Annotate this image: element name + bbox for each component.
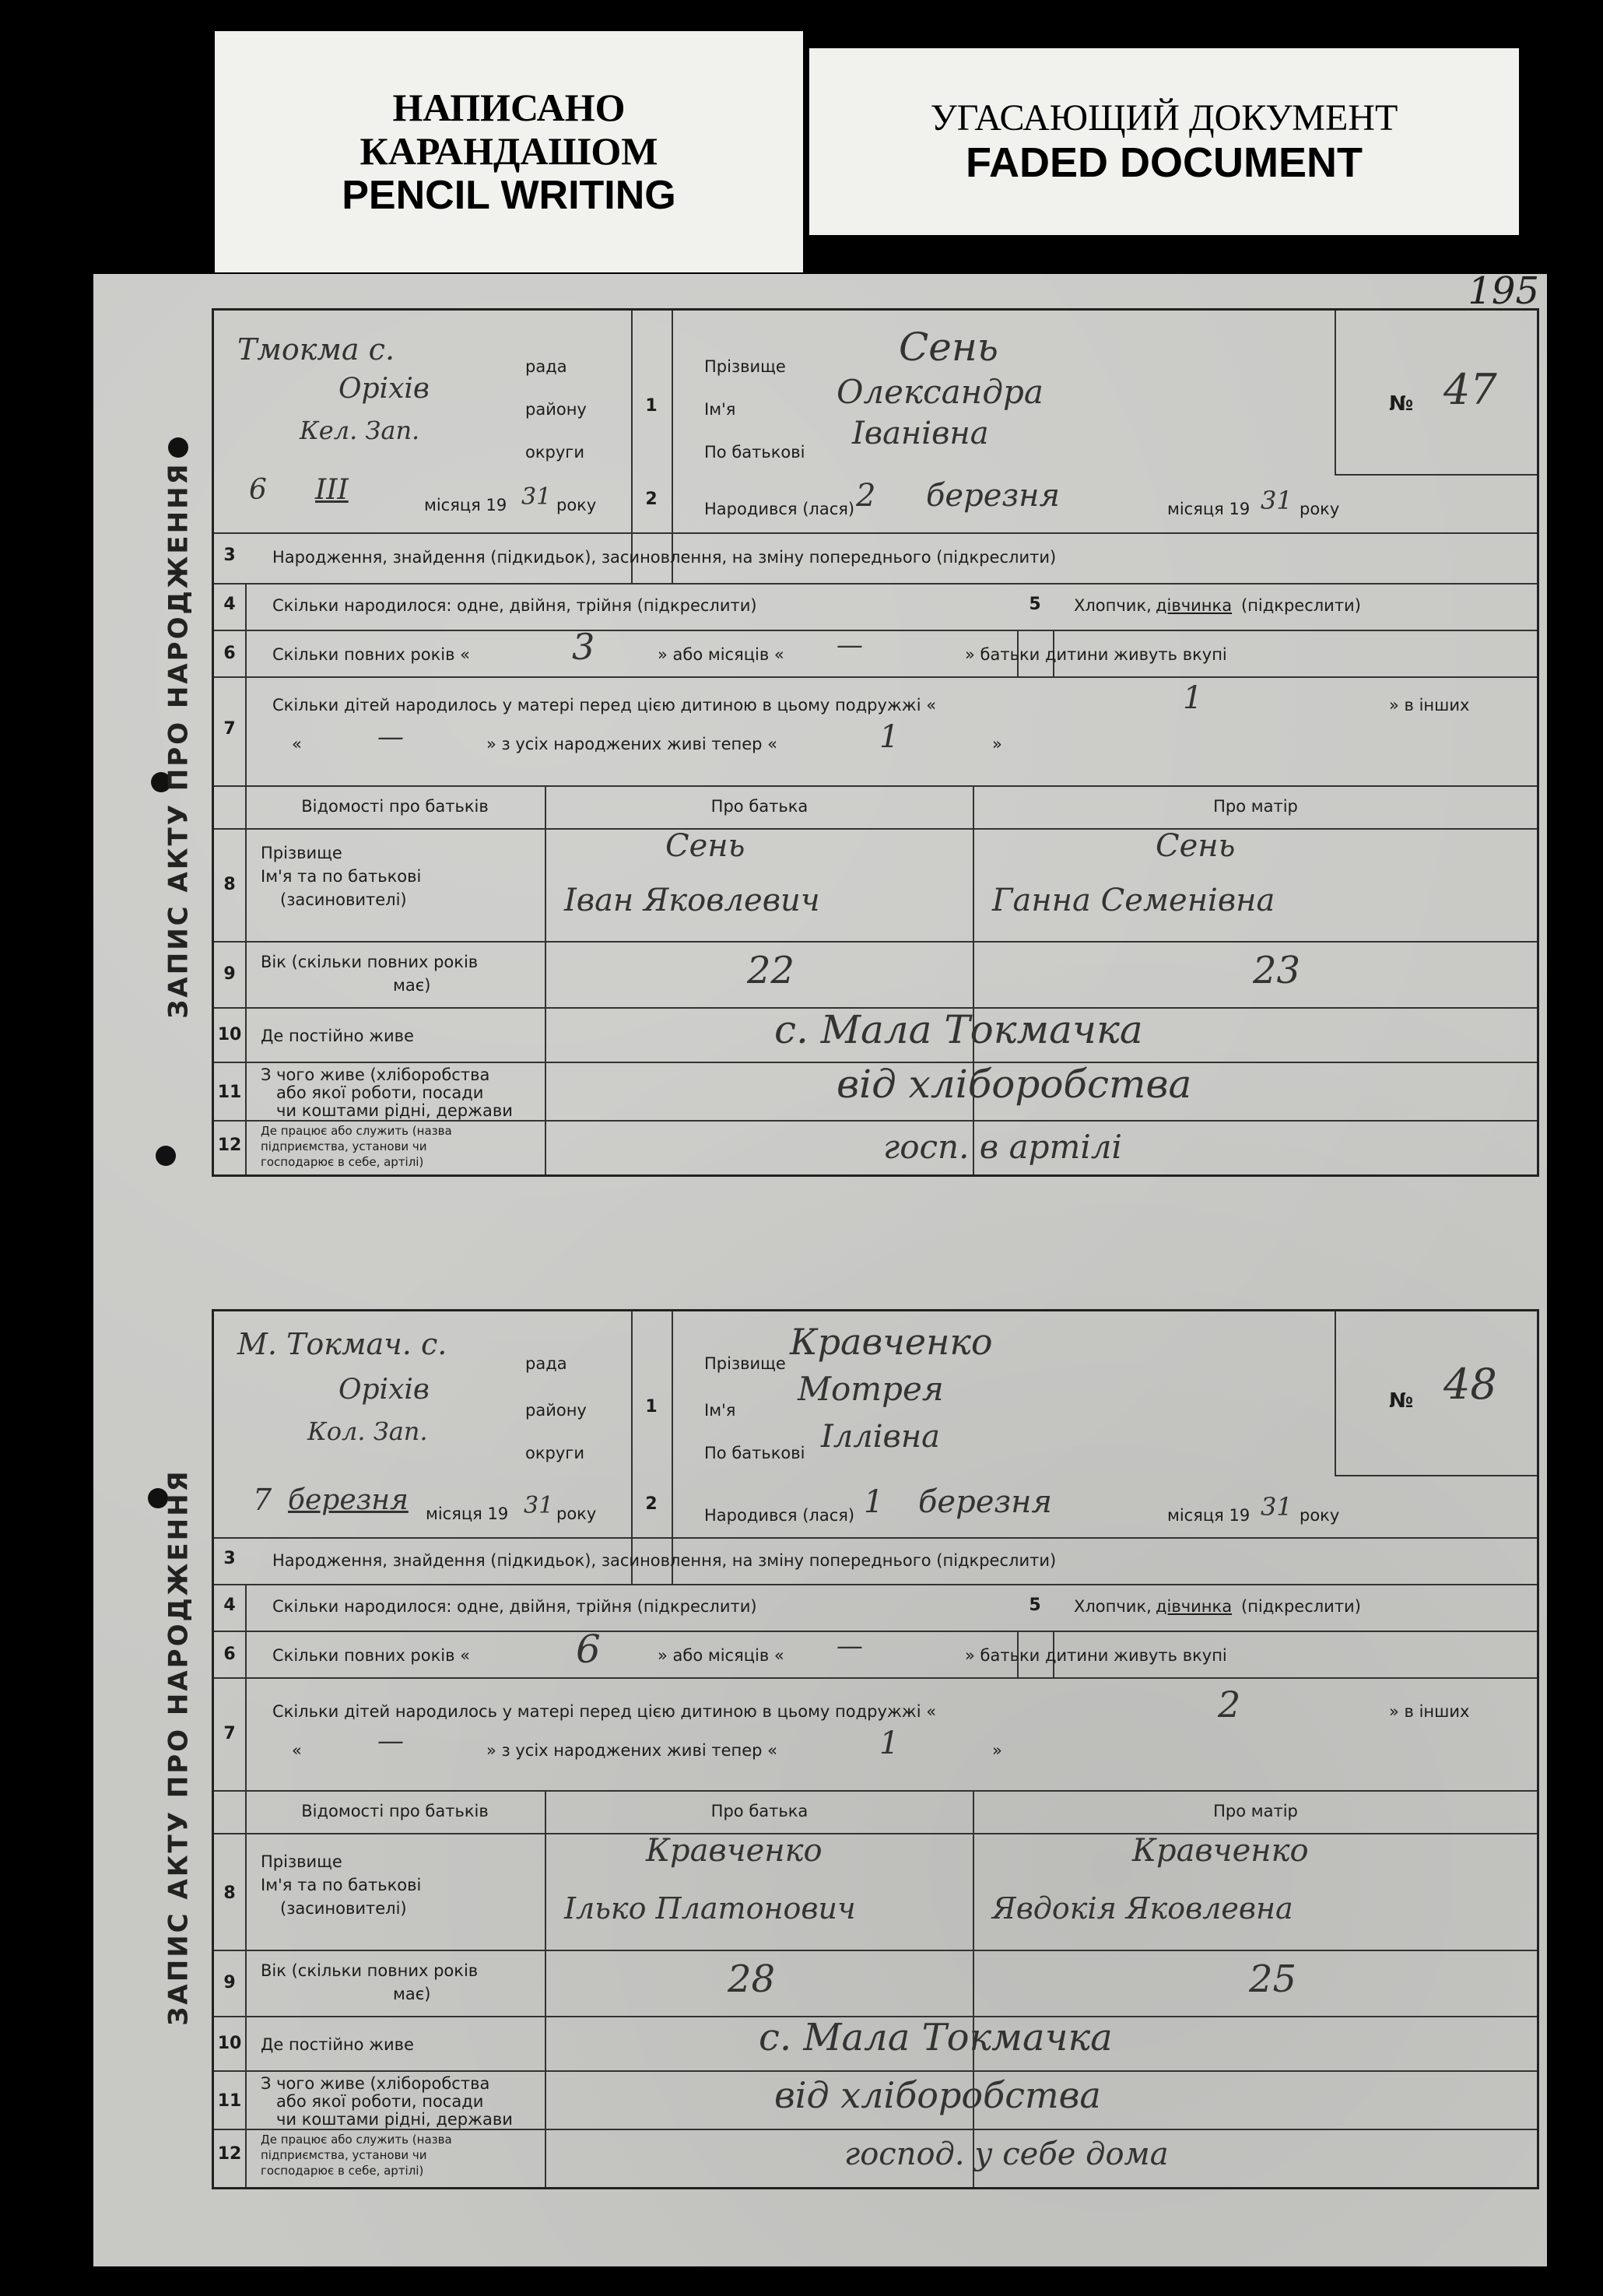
row-7-number: 7 — [223, 719, 236, 739]
row-10-label: Де постійно живе — [261, 1027, 414, 1045]
rule — [545, 785, 546, 1174]
rule — [214, 676, 1537, 678]
row-7-label-c: « — [292, 735, 302, 753]
father-age: 22 — [747, 949, 795, 992]
row-6-number: 6 — [223, 644, 236, 663]
child-name: Мотрея — [798, 1370, 944, 1408]
birth-day: 1 — [864, 1484, 884, 1520]
pencil-label-ua-line2: КАРАНДАШОМ — [360, 128, 658, 173]
row-1-number: 1 — [645, 1397, 658, 1417]
workplace: госп. в артілі — [883, 1128, 1122, 1166]
row-6-label-b: » або місяців « — [658, 645, 784, 664]
rule — [214, 2129, 1537, 2130]
row-5-label-girl: дівчинка — [1156, 596, 1233, 615]
surname-label: Прізвище — [704, 1354, 786, 1373]
rule — [1335, 1475, 1537, 1476]
row-5-label-hint: (підкреслити) — [1241, 596, 1361, 615]
mother-name: Явдокія Яковлевна — [992, 1891, 1293, 1926]
side-title: ЗАПИС АКТУ ПРО НАРОДЖЕННЯ — [163, 462, 195, 1019]
other-children: — — [377, 721, 404, 753]
rule — [214, 1950, 1537, 1951]
row-12-label-c: господарює в себе, артілі) — [261, 2164, 424, 2178]
document-page — [93, 269, 1547, 2266]
okrug-value: Кел. Зап. — [300, 416, 420, 445]
birth-month: березня — [926, 478, 1061, 514]
rule — [631, 1311, 633, 1584]
district-label: району — [525, 1401, 587, 1420]
rule — [214, 630, 1537, 631]
row-5-label-girl: дівчинка — [1156, 1597, 1233, 1616]
rule — [1335, 311, 1336, 474]
name-label: Ім'я — [704, 1401, 736, 1420]
rule — [973, 1790, 974, 2187]
row-5-label-boy: Хлопчик, — [1074, 1597, 1152, 1616]
registration-day: 7 — [253, 1483, 272, 1517]
row-6-label-a: Скільки повних років « — [272, 645, 471, 664]
child-surname: Сень — [899, 325, 999, 370]
birth-year-label: року — [1300, 500, 1340, 518]
rule — [631, 311, 633, 583]
row-8-label-c: (засиновителі) — [280, 890, 407, 909]
registration-month-label: місяця 19 — [424, 496, 507, 514]
row-7-label-d: » з усіх народжених живі тепер « — [486, 1741, 778, 1760]
row-8-label-b: Ім'я та по батькові — [261, 1876, 422, 1894]
row-7-label-a: Скільки дітей народилось у матері перед цією дитиною в цьому подружжі « — [272, 696, 937, 714]
row-10-label: Де постійно живе — [261, 2035, 414, 2054]
row-3-label: Народження, знайдення (підкидьок), засиновлення, на зміну попереднього (підкреслити) — [272, 1551, 1057, 1570]
row-7-label-a: Скільки дітей народилось у матері перед цією дитиною в цьому подружжі « — [272, 1702, 937, 1721]
record-number-label: № — [1389, 392, 1414, 416]
registration-year: 31 — [521, 483, 552, 511]
rule — [214, 532, 1537, 534]
pencil-label-en: PENCIL WRITING — [342, 172, 676, 218]
mother-age: 25 — [1249, 1957, 1297, 2001]
child-patronymic: Іванівна — [852, 416, 989, 451]
row-4-number: 4 — [223, 595, 236, 614]
okrug-label: округи — [525, 1444, 584, 1462]
row-12-number: 12 — [217, 1136, 242, 1155]
rule — [214, 1631, 1537, 1632]
surname-label: Прізвище — [704, 357, 786, 376]
row-5-number: 5 — [1029, 595, 1041, 614]
birth-year: 31 — [1261, 1492, 1293, 1522]
row-11-number: 11 — [217, 1083, 242, 1102]
birth-month-label: місяця 19 — [1167, 1506, 1250, 1525]
faded-label-ua: УГАСАЮЩИЙ ДОКУМЕНТ — [930, 97, 1398, 139]
father-name: Ілько Платонович — [564, 1891, 856, 1926]
months-together: — — [837, 1631, 863, 1662]
registration-month-label: місяця 19 — [426, 1504, 509, 1523]
birth-record-48 — [148, 1309, 1535, 2185]
father-age: 28 — [728, 1957, 776, 2001]
rule — [214, 1833, 1537, 1834]
row-2-number: 2 — [645, 490, 658, 509]
row-8-label-b: Ім'я та по батькові — [261, 867, 422, 886]
mother-name: Ганна Семенівна — [992, 883, 1275, 918]
row-7-label-d: » з усіх народжених живі тепер « — [486, 735, 778, 753]
rule — [973, 785, 974, 1174]
registration-year-label: року — [556, 1504, 597, 1523]
years-together: 3 — [572, 626, 595, 668]
living-children: 1 — [879, 719, 900, 755]
row-8-number: 8 — [223, 1883, 236, 1903]
row-7-label-c: « — [292, 1741, 302, 1760]
mother-header: Про матір — [1213, 797, 1298, 816]
mother-header: Про матір — [1213, 1802, 1298, 1820]
name-label: Ім'я — [704, 400, 736, 419]
page-number: 195 — [1468, 269, 1539, 313]
row-8-label-a: Прізвище — [261, 1852, 342, 1871]
row-4-label: Скільки народилося: одне, двійня, трійня (підкреслити) — [272, 596, 757, 615]
residence: с. Мала Токмачка — [774, 1007, 1143, 1052]
previous-children: 1 — [1183, 680, 1203, 716]
row-5-number: 5 — [1029, 1596, 1041, 1615]
row-11-label-a: З чого живе (хліборобства — [261, 1065, 490, 1084]
row-5-label-hint: (підкреслити) — [1241, 1597, 1361, 1616]
mother-surname: Сень — [1156, 828, 1236, 864]
rule — [214, 941, 1537, 943]
row-3-number: 3 — [223, 1549, 236, 1568]
mother-age: 23 — [1253, 949, 1301, 992]
row-11-label-c: чи коштами рідні, держави — [276, 1101, 513, 1120]
birth-month-label: місяця 19 — [1167, 500, 1250, 518]
row-11-number: 11 — [217, 2091, 242, 2111]
row-12-label-b: підприємства, установи чи — [261, 1139, 427, 1153]
birth-year-label: року — [1300, 1506, 1340, 1525]
faded-label-en: FADED DOCUMENT — [966, 139, 1363, 186]
father-surname: Кравченко — [646, 1833, 823, 1869]
row-6-number: 6 — [223, 1645, 236, 1664]
record-number: 47 — [1443, 365, 1497, 414]
born-label: Народився (лася) — [704, 500, 855, 518]
row-11-label-b: або якої роботи, посади — [276, 2092, 484, 2111]
row-12-label-a: Де працює або служить (назва — [261, 2133, 452, 2147]
row-11-label-a: З чого живе (хліборобства — [261, 2074, 490, 2093]
previous-children: 2 — [1218, 1683, 1241, 1726]
council-value: М. Токмач. с. — [237, 1327, 447, 1361]
years-together: 6 — [576, 1627, 601, 1672]
months-together: — — [837, 630, 863, 661]
registration-month: III — [315, 474, 349, 506]
rule — [214, 785, 1537, 787]
birth-year: 31 — [1261, 486, 1293, 515]
district-value: Оріхів — [338, 373, 430, 405]
row-9-number: 9 — [223, 1973, 236, 1992]
record-number: 48 — [1443, 1360, 1497, 1409]
pencil-label-ua-line1: НАПИСАНО — [392, 85, 626, 129]
livelihood: від хліборобства — [774, 2074, 1101, 2116]
livelihood: від хліборобства — [837, 1062, 1192, 1107]
row-12-number: 12 — [217, 2144, 242, 2164]
child-patronymic: Іллівна — [821, 1419, 941, 1455]
okrug-label: округи — [525, 443, 584, 462]
row-10-number: 10 — [217, 1025, 242, 1044]
row-7-label-b: » в інших — [1389, 1702, 1470, 1721]
row-3-label: Народження, знайдення (підкидьок), засиновлення, на зміну попереднього (підкреслити) — [272, 548, 1057, 567]
row-12-label-a: Де працює або служить (назва — [261, 1124, 452, 1138]
rule — [545, 1790, 546, 2187]
row-4-number: 4 — [223, 1596, 236, 1615]
rule — [1335, 1311, 1336, 1475]
row-7-number: 7 — [223, 1724, 236, 1743]
rule — [214, 828, 1537, 830]
row-7-label-e: » — [992, 735, 1002, 753]
row-8-number: 8 — [223, 875, 236, 894]
record-number-label: № — [1389, 1389, 1414, 1413]
mother-surname: Кравченко — [1132, 1833, 1309, 1869]
row-6-label-b: » або місяців « — [658, 1646, 784, 1665]
living-children: 1 — [879, 1726, 900, 1761]
row-9-label-a: Вік (скільки повних років — [261, 1961, 479, 1980]
parents-info-header: Відомості про батьків — [301, 1802, 489, 1820]
row-11-label-b: або якої роботи, посади — [276, 1083, 484, 1102]
birth-form — [212, 1309, 1539, 2189]
row-4-label: Скільки народилося: одне, двійня, трійня (підкреслити) — [272, 1597, 757, 1616]
rule — [672, 311, 673, 583]
row-7-label-e: » — [992, 1741, 1002, 1760]
birth-record-47 — [148, 308, 1535, 1172]
row-3-number: 3 — [223, 546, 236, 565]
child-surname: Кравченко — [790, 1321, 993, 1363]
row-10-number: 10 — [217, 2034, 242, 2053]
rule — [245, 1584, 247, 2187]
row-9-label-b: має) — [393, 976, 431, 995]
row-12-label-b: підприємства, установи чи — [261, 2148, 427, 2162]
father-header: Про батька — [710, 797, 809, 816]
born-label: Народився (лася) — [704, 1506, 855, 1525]
rule — [214, 1584, 1537, 1585]
rule — [245, 583, 247, 1174]
row-11-label-c: чи коштами рідні, держави — [276, 2110, 513, 2129]
father-name: Іван Яковлевич — [564, 883, 820, 918]
okrug-value: Кол. Зап. — [307, 1417, 428, 1446]
rule — [214, 1790, 1537, 1792]
row-2-number: 2 — [645, 1494, 658, 1514]
row-6-label-a: Скільки повних років « — [272, 1646, 471, 1665]
registration-month: березня — [288, 1484, 409, 1516]
father-surname: Сень — [665, 828, 745, 864]
registration-day: 6 — [249, 474, 267, 506]
row-9-number: 9 — [223, 964, 236, 984]
row-6-label-c: » батьки дитини живуть вкупі — [965, 645, 1227, 664]
rule — [1335, 474, 1537, 476]
row-12-label-c: господарює в себе, артілі) — [261, 1155, 424, 1169]
council-label: рада — [525, 357, 567, 376]
faded-document-label — [809, 48, 1519, 235]
child-name: Олександра — [837, 373, 1044, 411]
side-title: ЗАПИС АКТУ ПРО НАРОДЖЕННЯ — [163, 1468, 195, 2026]
patronymic-label: По батькові — [704, 443, 805, 462]
birth-month: березня — [918, 1484, 1053, 1520]
birth-form — [212, 308, 1539, 1177]
row-8-label-a: Прізвище — [261, 844, 342, 862]
row-9-label-a: Вік (скільки повних років — [261, 953, 479, 971]
registration-year-label: року — [556, 496, 597, 514]
row-8-label-c: (засиновителі) — [280, 1899, 407, 1918]
residence: с. Мала Токмачка — [759, 2016, 1113, 2059]
rule — [214, 583, 1537, 585]
registration-year: 31 — [524, 1492, 554, 1519]
rule — [214, 2070, 1537, 2072]
patronymic-label: По батькові — [704, 1444, 805, 1462]
district-value: Оріхів — [338, 1374, 430, 1406]
pencil-writing-label — [215, 31, 803, 272]
workplace: господ. у себе дома — [844, 2136, 1169, 2172]
council-value: Тмокма с. — [237, 332, 395, 367]
birth-day: 2 — [856, 478, 876, 514]
district-label: району — [525, 400, 587, 419]
parents-info-header: Відомості про батьків — [301, 797, 489, 816]
rule — [214, 1677, 1537, 1679]
rule — [672, 1311, 673, 1584]
row-1-number: 1 — [645, 396, 658, 416]
row-5-label-boy: Хлопчик, — [1074, 596, 1152, 615]
rule — [214, 1120, 1537, 1122]
rule — [214, 1537, 1537, 1539]
other-children: — — [377, 1726, 404, 1757]
row-6-label-c: » батьки дитини живуть вкупі — [965, 1646, 1227, 1665]
row-9-label-b: має) — [393, 1985, 431, 2003]
council-label: рада — [525, 1354, 567, 1373]
father-header: Про батька — [710, 1802, 809, 1820]
row-7-label-b: » в інших — [1389, 696, 1470, 714]
